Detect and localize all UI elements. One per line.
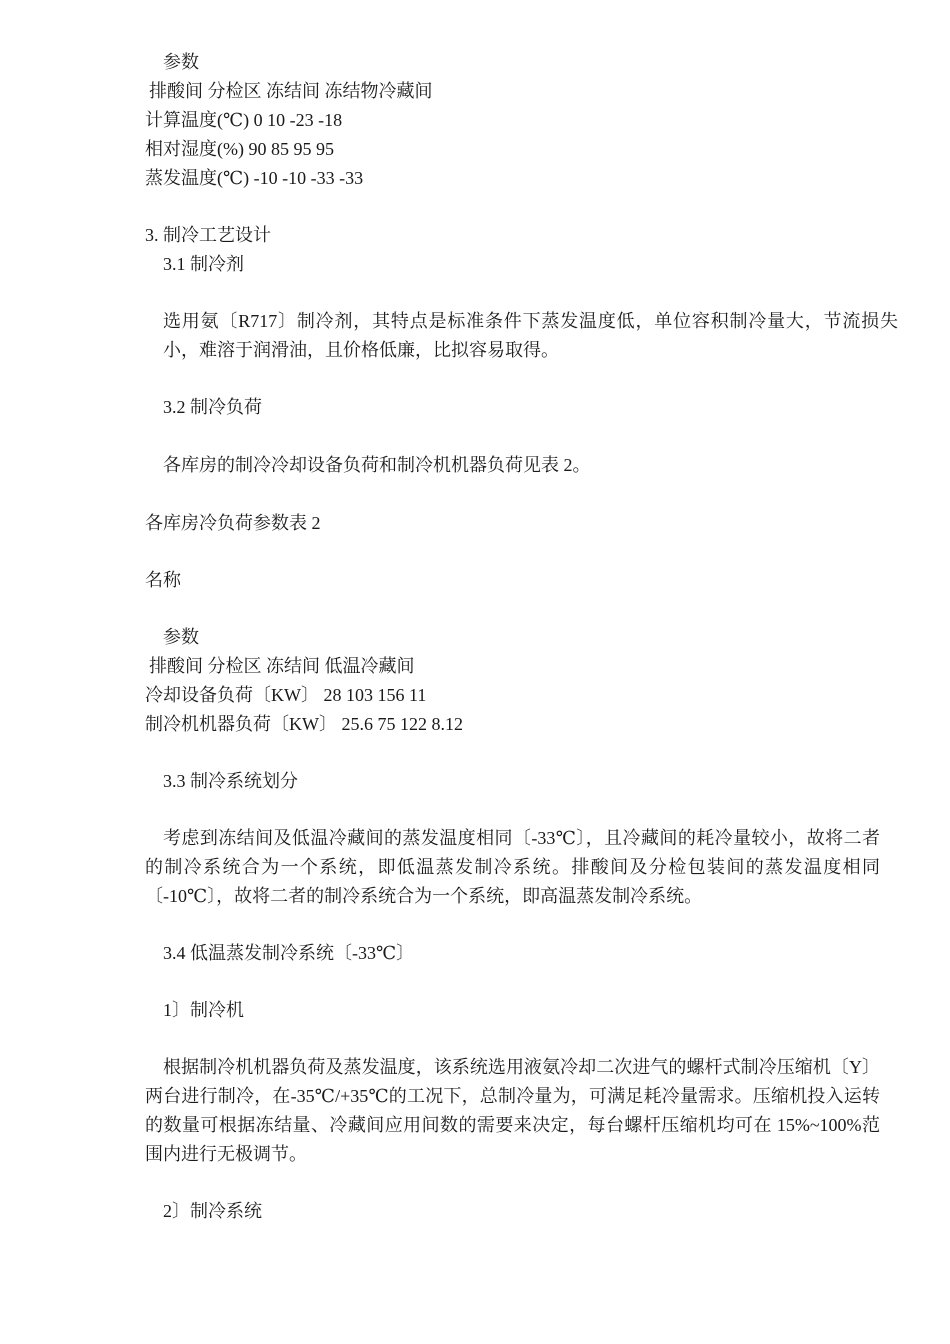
s32-heading: 3.2 制冷负荷 bbox=[163, 397, 262, 417]
s31-text: 选用氨〔R717〕制冷剂，其特点是标准条件下蒸发温度低，单位容积制冷量大，节流损失小，难溶于润滑油，且价格低廉，比拟容易取得。 bbox=[163, 311, 898, 360]
table2-header-row: 排酸间 分检区 冻结间 低温冷藏间 bbox=[149, 656, 415, 676]
s34-item1-text: 根据制冷机机器负荷及蒸发温度，该系统选用液氨冷却二次进气的螺杆式制冷压缩机〔Y〕两台进行制冷，在-35℃/+35℃的工况下，总制冷量为，可满足耗冷量需求。压缩机投入运转的数量可根据冻结量、冷藏间应用间数的需要来决定，每台螺杆压缩机均可在 15%~100%范围内进行无极调节。 bbox=[145, 1057, 880, 1164]
table2-row1: 冷却设备负荷〔KW〕 28 103 156 11 bbox=[145, 685, 427, 705]
s32-text: 各库房的制冷冷却设备负荷和制冷机机器负荷见表 2。 bbox=[163, 455, 591, 475]
table1-row-temp: 计算温度(℃) 0 10 -23 -18 bbox=[145, 110, 343, 130]
table1-param-label: 参数 bbox=[163, 52, 199, 72]
table2-caption: 各库房冷负荷参数表 2 bbox=[145, 513, 321, 533]
table2-name-label: 名称 bbox=[145, 570, 181, 590]
s34-item1-paragraph bbox=[145, 1053, 880, 1169]
table2-row2: 制冷机机器负荷〔KW〕 25.6 75 122 8.12 bbox=[145, 714, 463, 734]
table1-row-humidity: 相对湿度(%) 90 85 95 95 bbox=[145, 139, 334, 159]
s31-heading: 3.1 制冷剂 bbox=[163, 254, 244, 274]
section3-heading: 3. 制冷工艺设计 bbox=[145, 225, 271, 245]
s34-item1: 1〕制冷机 bbox=[163, 1000, 244, 1020]
s31-paragraph bbox=[145, 307, 898, 365]
s34-item2: 2〕制冷系统 bbox=[163, 1201, 262, 1221]
s33-heading: 3.3 制冷系统划分 bbox=[163, 771, 298, 791]
table1-header-row: 排酸间 分检区 冻结间 冻结物冷藏间 bbox=[149, 81, 433, 101]
table1-row-evap: 蒸发温度(℃) -10 -10 -33 -33 bbox=[145, 168, 364, 188]
s33-paragraph bbox=[145, 824, 880, 911]
s33-text: 考虑到冻结间及低温冷藏间的蒸发温度相同〔-33℃〕，且冷藏间的耗冷量较小，故将二者的制冷系统合为一个系统，即低温蒸发制冷系统。排酸间及分检包装间的蒸发温度相同〔-10℃〕，故将二者的制冷系统合为一个系统，即高温蒸发制冷系统。 bbox=[145, 828, 880, 906]
s34-heading: 3.4 低温蒸发制冷系统〔-33℃〕 bbox=[163, 943, 415, 963]
table2-param-label: 参数 bbox=[163, 627, 199, 647]
